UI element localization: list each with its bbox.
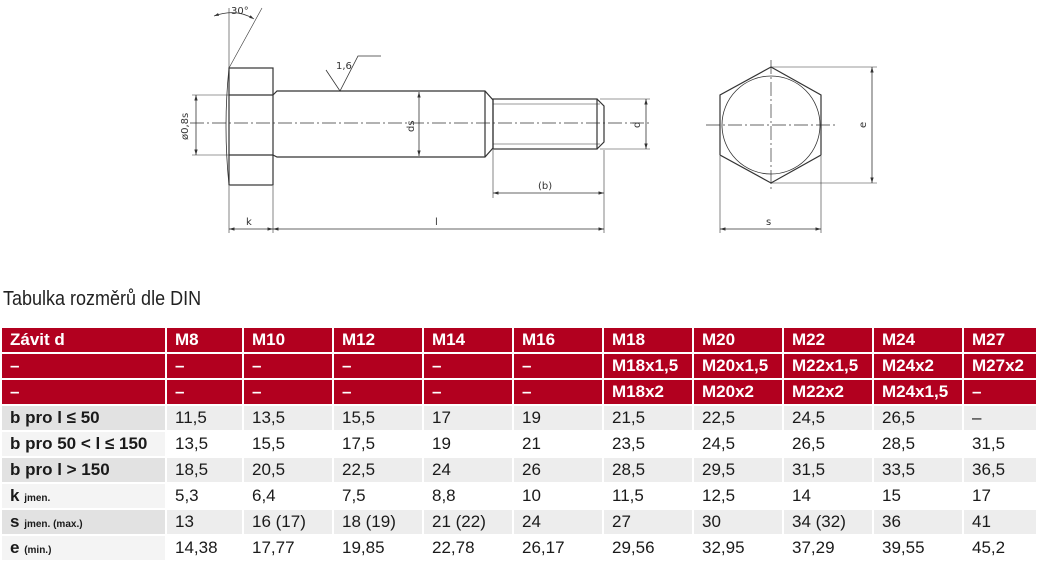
- table-cell: 11,5: [603, 483, 693, 509]
- row-label-text: b pro 50 < l ≤ 150: [10, 434, 148, 453]
- roughness-symbol: [326, 56, 381, 91]
- header-cell: M16: [513, 328, 603, 353]
- length-label: l: [435, 217, 438, 228]
- table-cell: 18,5: [166, 457, 243, 483]
- header-cell: –: [166, 353, 243, 379]
- header-row: [2, 353, 1037, 379]
- table-cell: 31,5: [963, 431, 1037, 457]
- row-label-subscript: jmen.: [24, 493, 51, 504]
- table-row: [2, 535, 1037, 561]
- table-cell: 24: [423, 457, 513, 483]
- table-cell: 5,3: [166, 483, 243, 509]
- header-cell: M27: [963, 328, 1037, 353]
- header-cell: M20x2: [693, 379, 783, 405]
- row-label: [2, 457, 166, 483]
- header-cell: M18: [603, 328, 693, 353]
- table-cell: 28,5: [873, 431, 963, 457]
- header-cell: –: [513, 353, 603, 379]
- table-cell: 36: [873, 509, 963, 535]
- table-cell: 16 (17): [243, 509, 333, 535]
- header-cell: M18x2: [603, 379, 693, 405]
- thread-diameter-label: d: [632, 121, 643, 128]
- header-cell: M24x1,5: [873, 379, 963, 405]
- table-cell: 20,5: [243, 457, 333, 483]
- table-cell: 24,5: [693, 431, 783, 457]
- table-cell: 12,5: [693, 483, 783, 509]
- table-cell: 33,5: [873, 457, 963, 483]
- bolt-shank: [273, 91, 493, 157]
- table-cell: 21,5: [603, 405, 693, 431]
- table-cell: 39,55: [873, 535, 963, 561]
- table-cell: 13,5: [243, 405, 333, 431]
- header-label: –: [2, 379, 166, 405]
- row-label: [2, 405, 166, 431]
- table-cell: 23,5: [603, 431, 693, 457]
- table-cell: 18 (19): [333, 509, 423, 535]
- row-label-subscript: jmen. (max.): [24, 519, 83, 530]
- row-label: [2, 431, 166, 457]
- shank-diameter-label: ds: [406, 120, 417, 132]
- table-cell: 22,5: [333, 457, 423, 483]
- table-cell: 13,5: [166, 431, 243, 457]
- table-cell: 36,5: [963, 457, 1037, 483]
- bolt-head: [229, 68, 273, 185]
- table-cell: 15,5: [243, 431, 333, 457]
- table-cell: 22,78: [423, 535, 513, 561]
- table-row: [2, 509, 1037, 535]
- table-cell: 37,29: [783, 535, 873, 561]
- table-cell: 6,4: [243, 483, 333, 509]
- table-cell: 8,8: [423, 483, 513, 509]
- table-cell: 27: [603, 509, 693, 535]
- table-cell: 28,5: [603, 457, 693, 483]
- table-row: [2, 483, 1037, 509]
- table-cell: 26,17: [513, 535, 603, 561]
- header-cell: –: [423, 379, 513, 405]
- row-label-text: b pro l ≤ 50: [10, 408, 100, 427]
- table-cell: 19: [513, 405, 603, 431]
- table-cell: 34 (32): [783, 509, 873, 535]
- table-cell: 21 (22): [423, 509, 513, 535]
- header-cell: M8: [166, 328, 243, 353]
- table-row: [2, 405, 1037, 431]
- table-cell: 21: [513, 431, 603, 457]
- table-caption: Tabulka rozměrů dle DIN: [3, 288, 202, 310]
- header-cell: M22x1,5: [783, 353, 873, 379]
- table-cell: 22,5: [693, 405, 783, 431]
- table-cell: 13: [166, 509, 243, 535]
- table-row: [2, 431, 1037, 457]
- header-cell: –: [166, 379, 243, 405]
- table-cell: 15: [873, 483, 963, 509]
- row-label-text: b pro l > 150: [10, 460, 110, 479]
- header-row: [2, 328, 1037, 353]
- thread-length-label: (b): [538, 181, 553, 192]
- table-cell: 24,5: [783, 405, 873, 431]
- table-cell: 19,85: [333, 535, 423, 561]
- head-height-label: k: [246, 217, 252, 228]
- across-corners-label: e: [858, 121, 869, 128]
- header-cell: M12: [333, 328, 423, 353]
- table-cell: 19: [423, 431, 513, 457]
- table-cell: 17: [423, 405, 513, 431]
- header-cell: –: [423, 353, 513, 379]
- table-cell: 24: [513, 509, 603, 535]
- header-cell: M10: [243, 328, 333, 353]
- table-cell: 29,56: [603, 535, 693, 561]
- table-cell: 41: [963, 509, 1037, 535]
- row-label-subscript: (min.): [24, 545, 52, 556]
- row-label: [2, 483, 166, 509]
- head-diameter-label: ø0,8s: [180, 112, 191, 140]
- table-cell: 14,38: [166, 535, 243, 561]
- table-row: [2, 457, 1037, 483]
- table-cell: 32,95: [693, 535, 783, 561]
- table-cell: 15,5: [333, 405, 423, 431]
- table-cell: 10: [513, 483, 603, 509]
- header-cell: M20x1,5: [693, 353, 783, 379]
- table-cell: 14: [783, 483, 873, 509]
- header-cell: M24: [873, 328, 963, 353]
- header-cell: M22: [783, 328, 873, 353]
- header-cell: –: [513, 379, 603, 405]
- header-cell: M20: [693, 328, 783, 353]
- header-label: Závit d: [2, 328, 166, 353]
- header-cell: –: [963, 379, 1037, 405]
- header-cell: M27x2: [963, 353, 1037, 379]
- table-cell: 30: [693, 509, 783, 535]
- angle-label: 30°: [231, 6, 249, 17]
- header-row: [2, 379, 1037, 405]
- header-cell: M18x1,5: [603, 353, 693, 379]
- table-cell: 7,5: [333, 483, 423, 509]
- table-cell: 45,2: [963, 535, 1037, 561]
- table-cell: 26,5: [873, 405, 963, 431]
- header-cell: M14: [423, 328, 513, 353]
- header-cell: M22x2: [783, 379, 873, 405]
- table-cell: 17,77: [243, 535, 333, 561]
- table-cell: 11,5: [166, 405, 243, 431]
- table-cell: 17: [963, 483, 1037, 509]
- header-cell: –: [333, 379, 423, 405]
- across-flats-label: s: [766, 217, 772, 228]
- row-label-text: k: [10, 486, 20, 505]
- table-cell: 17,5: [333, 431, 423, 457]
- table-cell: –: [963, 405, 1037, 431]
- header-label: –: [2, 353, 166, 379]
- roughness-label: 1,6: [336, 61, 352, 72]
- table-cell: 31,5: [783, 457, 873, 483]
- header-cell: –: [243, 379, 333, 405]
- row-label: [2, 535, 166, 561]
- header-cell: M24x2: [873, 353, 963, 379]
- header-cell: –: [333, 353, 423, 379]
- table-cell: 26: [513, 457, 603, 483]
- header-cell: –: [243, 353, 333, 379]
- dimensions-table: [2, 328, 1038, 562]
- row-label: [2, 509, 166, 535]
- row-label-text: s: [10, 512, 20, 531]
- bolt-thread: [493, 99, 597, 149]
- table-cell: 29,5: [693, 457, 783, 483]
- table-cell: 26,5: [783, 431, 873, 457]
- row-label-text: e: [10, 538, 20, 557]
